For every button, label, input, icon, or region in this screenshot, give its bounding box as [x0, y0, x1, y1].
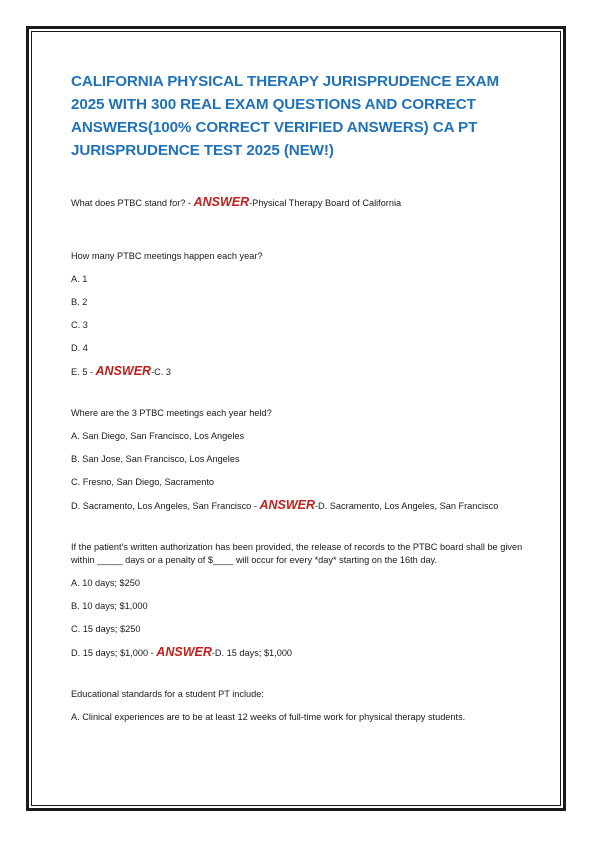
question-1-line: [71, 196, 531, 210]
document-content: [71, 70, 531, 752]
question-4: [71, 541, 531, 660]
question-1-text: What does PTBC stand for? -: [71, 198, 194, 208]
question-2-option-a: A. 1: [71, 274, 88, 284]
question-1-answer: -Physical Therapy Board of California: [249, 198, 402, 208]
question-2: [71, 250, 531, 379]
question-4-text: If the patient's written authorization has been provided, the release of records to the PTBC board shall be given within _____ days or a penalty of $____ will occur for every *day* starting on the 16th day.: [71, 542, 523, 565]
question-4-answer: -D. 15 days; $1,000: [211, 648, 293, 658]
question-4-option-b: B. 10 days; $1,000: [71, 601, 148, 611]
question-5-text: Educational standards for a student PT include:: [71, 689, 264, 699]
question-2-option-d: D. 4: [71, 343, 88, 353]
question-4-option-c: C. 15 days; $250: [71, 624, 141, 634]
question-4-option-d: [71, 646, 531, 660]
question-2-option-b: B. 2: [71, 297, 88, 307]
document-title: CALIFORNIA PHYSICAL THERAPY JURISPRUDENCE EXAM 2025 WITH 300 REAL EXAM QUESTIONS AND CORRECT ANSWERS(100% CORRECT VERIFIED ANSWERS) CA PT JURISPRUDENCE TEST 2025 (NEW!): [71, 73, 500, 159]
question-3-answer: -D. Sacramento, Los Angeles, San Francisco: [315, 501, 499, 511]
question-2-option-e: [71, 365, 531, 379]
question-3-option-d: [71, 499, 531, 513]
question-3-text: Where are the 3 PTBC meetings each year held?: [71, 408, 272, 418]
answer-keyword: ANSWER: [193, 195, 250, 209]
question-2-answer: -C. 3: [151, 367, 171, 377]
question-2-text: How many PTBC meetings happen each year?: [71, 251, 263, 261]
question-3: [71, 407, 531, 513]
question-3-option-d-text: D. Sacramento, Los Angeles, San Francisco -: [71, 501, 260, 511]
answer-keyword: ANSWER: [156, 645, 212, 659]
question-2-option-c: C. 3: [71, 320, 88, 330]
question-2-option-e-text: E. 5 -: [71, 367, 96, 377]
question-3-option-b: B. San Jose, San Francisco, Los Angeles: [71, 454, 240, 464]
question-3-option-c: C. Fresno, San Diego, Sacramento: [71, 477, 214, 487]
answer-keyword: ANSWER: [95, 364, 152, 378]
question-4-option-a: A. 10 days; $250: [71, 578, 140, 588]
question-4-option-d-text: D. 15 days; $1,000 -: [71, 648, 157, 658]
question-1: [71, 196, 531, 210]
question-3-option-a: A. San Diego, San Francisco, Los Angeles: [71, 431, 245, 441]
question-5-option-a: A. Clinical experiences are to be at least 12 weeks of full-time work for physical therapy students.: [71, 712, 466, 722]
answer-keyword: ANSWER: [259, 498, 315, 512]
question-5: [71, 688, 531, 724]
